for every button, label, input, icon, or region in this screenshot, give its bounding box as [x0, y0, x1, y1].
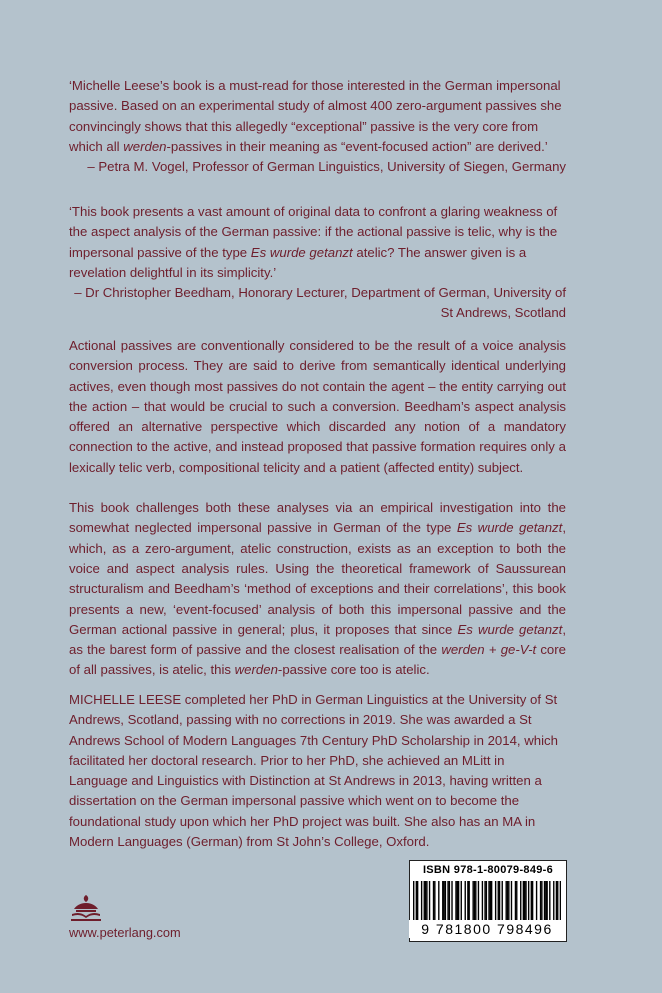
- quote-text: ‘This book presents a vast amount of original data to confront a glaring weakness of the aspect analysis of the German passive: if the actional passive is telic, why is the impersonal passive of the type Es wurde getanzt atelic? The answer given is a revelation delightful in its simplicity.’: [69, 204, 558, 280]
- barcode-bar: [545, 881, 546, 923]
- author-bio-text: MICHELLE LEESE completed her PhD in German Linguistics at the University of St Andrews, Scotland, passing with no corrections in 2019. She was awarded a St Andrews School of Modern Languages 7th Century PhD Scholarship in 2014, which facilitated her doctoral research. Prior to her PhD, she achieved an MLitt in Language and Linguistics with Distinction at St Andrews in 2013, having written a dissertation on the German impersonal passive which went on to become the foundational study upon which her PhD project was built. She also has an MA in Modern Languages (German) from St John’s College, Oxford.: [69, 692, 558, 850]
- barcode-bar: [531, 881, 532, 923]
- barcode-bar: [536, 881, 537, 923]
- barcode-bar: [507, 881, 508, 923]
- barcode-bar: [495, 881, 496, 923]
- italic-term: werden: [234, 662, 278, 678]
- quote-attribution: – Petra M. Vogel, Professor of German Linguistics, University of Siegen, Germany: [87, 159, 566, 175]
- barcode-bar: [520, 881, 521, 923]
- barcode-bar: [425, 881, 426, 923]
- barcode-bar: [488, 881, 489, 923]
- barcode-bar: [457, 881, 458, 923]
- barcode-bar: [490, 881, 491, 923]
- barcode-bar: [442, 881, 443, 923]
- barcode-bar: [434, 881, 435, 923]
- description-paragraph-1: Actional passives are conventionally considered to be the result of a voice analysis conversion process. They are said to derive from semantically identical underlying actives, even though most passives do not contain the agent – the entity carrying out the action – that would be crucial to such a conversion. Beedham’s aspect analysis offered an alternative perspective which discarded any notion of a mandatory connection to the active, and instead proposed that passive formation requires only a lexically telic verb, compositional telicity and a patient (affected entity) subject.: [69, 338, 566, 475]
- barcode-bar: [486, 881, 487, 923]
- barcode-bar: [549, 881, 550, 923]
- barcode-bar: [482, 881, 483, 923]
- barcode-bar: [469, 881, 470, 923]
- book-description: [69, 336, 566, 681]
- barcode-bar: [438, 881, 439, 923]
- barcode-bar: [474, 881, 475, 923]
- barcode-bar: [443, 881, 444, 923]
- barcode-bar: [491, 881, 492, 923]
- barcode-bar: [508, 881, 509, 923]
- barcode-bar: [516, 881, 517, 923]
- publisher-url[interactable]: www.peterlang.com: [69, 925, 181, 940]
- barcode-bar: [532, 881, 533, 923]
- barcode-bar: [451, 881, 452, 923]
- barcode-bar: [556, 881, 557, 923]
- barcode-bar: [465, 881, 466, 923]
- barcode-bar: [445, 881, 446, 923]
- italic-term: Es wurde getanzt: [250, 244, 353, 260]
- barcode-bar: [515, 881, 516, 923]
- barcode-bar: [467, 881, 468, 923]
- barcode-bar: [546, 881, 547, 923]
- barcode-bar: [524, 881, 525, 923]
- barcode-bar: [560, 881, 561, 923]
- barcode-bar: [433, 881, 434, 923]
- barcode-bar: [557, 881, 558, 923]
- barcode-number: 9 781800 798496: [409, 920, 565, 938]
- barcode-bar: [416, 881, 417, 923]
- barcode-bar: [498, 881, 499, 923]
- barcode-bar: [421, 881, 422, 923]
- barcode-bar: [461, 881, 462, 923]
- italic-term: werden + ge-V-t: [441, 642, 537, 658]
- barcode-bar: [525, 881, 526, 923]
- barcode-bar: [458, 881, 459, 923]
- barcode-bar: [540, 881, 541, 923]
- author-bio: [69, 690, 566, 852]
- barcode-bar: [553, 881, 554, 923]
- peter-lang-logo-icon: [70, 894, 102, 922]
- barcode-bar: [455, 881, 456, 923]
- italic-term: Es wurde getanzt: [456, 520, 563, 536]
- barcode-bar: [528, 881, 529, 923]
- barcode-bars: [413, 881, 561, 923]
- italic-term: Es wurde getanzt: [457, 621, 563, 637]
- barcode-bar: [447, 881, 448, 923]
- barcode-bar: [472, 881, 473, 923]
- barcode-bar: [499, 881, 500, 923]
- barcode-bar: [475, 881, 476, 923]
- quote-text: ‘Michelle Leese’s book is a must-read for those interested in the German impersonal passive. Based on an experimental study of almost 400 zero-argument passives she convincingly shows that this allegedly “exceptional” passive is the very core from which all werden-passives in their meaning as “event-focused action” are derived.’: [69, 78, 562, 154]
- quote-beedham: [69, 202, 566, 324]
- barcode-bar: [413, 881, 414, 923]
- barcode-bar: [523, 881, 524, 923]
- barcode-bar: [502, 881, 503, 923]
- barcode-bar: [506, 881, 507, 923]
- quote-vogel: [69, 76, 566, 177]
- italic-term: werden: [123, 138, 167, 154]
- barcode-bar: [484, 881, 485, 923]
- barcode-bar: [429, 881, 430, 923]
- barcode-bar: [449, 881, 450, 923]
- description-paragraph-2: This book challenges both these analyses via an empirical investigation into the somewhat neglected impersonal passive in German of the type Es wurde getanzt, which, as a zero-argument, atelic construction, exists as an exception to both the voice and aspect analysis rules. Using the theoretical framework of Saussurean structuralism and Beedham’s ‘method of exceptions and their correlations’, this book presents a new, ‘event-focused’ analysis of both this impersonal passive and the German actional passive in general; plus, it proposes that since Es wurde getanzt, as the barest form of passive and the closest realisation of the werden + ge-V-t core of all passives, is atelic, this werden-passive core too is atelic.: [69, 500, 566, 678]
- barcode-bar: [544, 881, 545, 923]
- barcode-bar: [424, 881, 425, 923]
- isbn-label: ISBN 978-1-80079-849-6: [409, 860, 567, 880]
- barcode-bar: [478, 881, 479, 923]
- barcode-bar: [426, 881, 427, 923]
- barcode-bar: [417, 881, 418, 923]
- barcode-bar: [541, 881, 542, 923]
- barcode-bar: [511, 881, 512, 923]
- quote-attribution: – Dr Christopher Beedham, Honorary Lecturer, Department of German, University of St Andrews, Scotland: [74, 285, 566, 321]
